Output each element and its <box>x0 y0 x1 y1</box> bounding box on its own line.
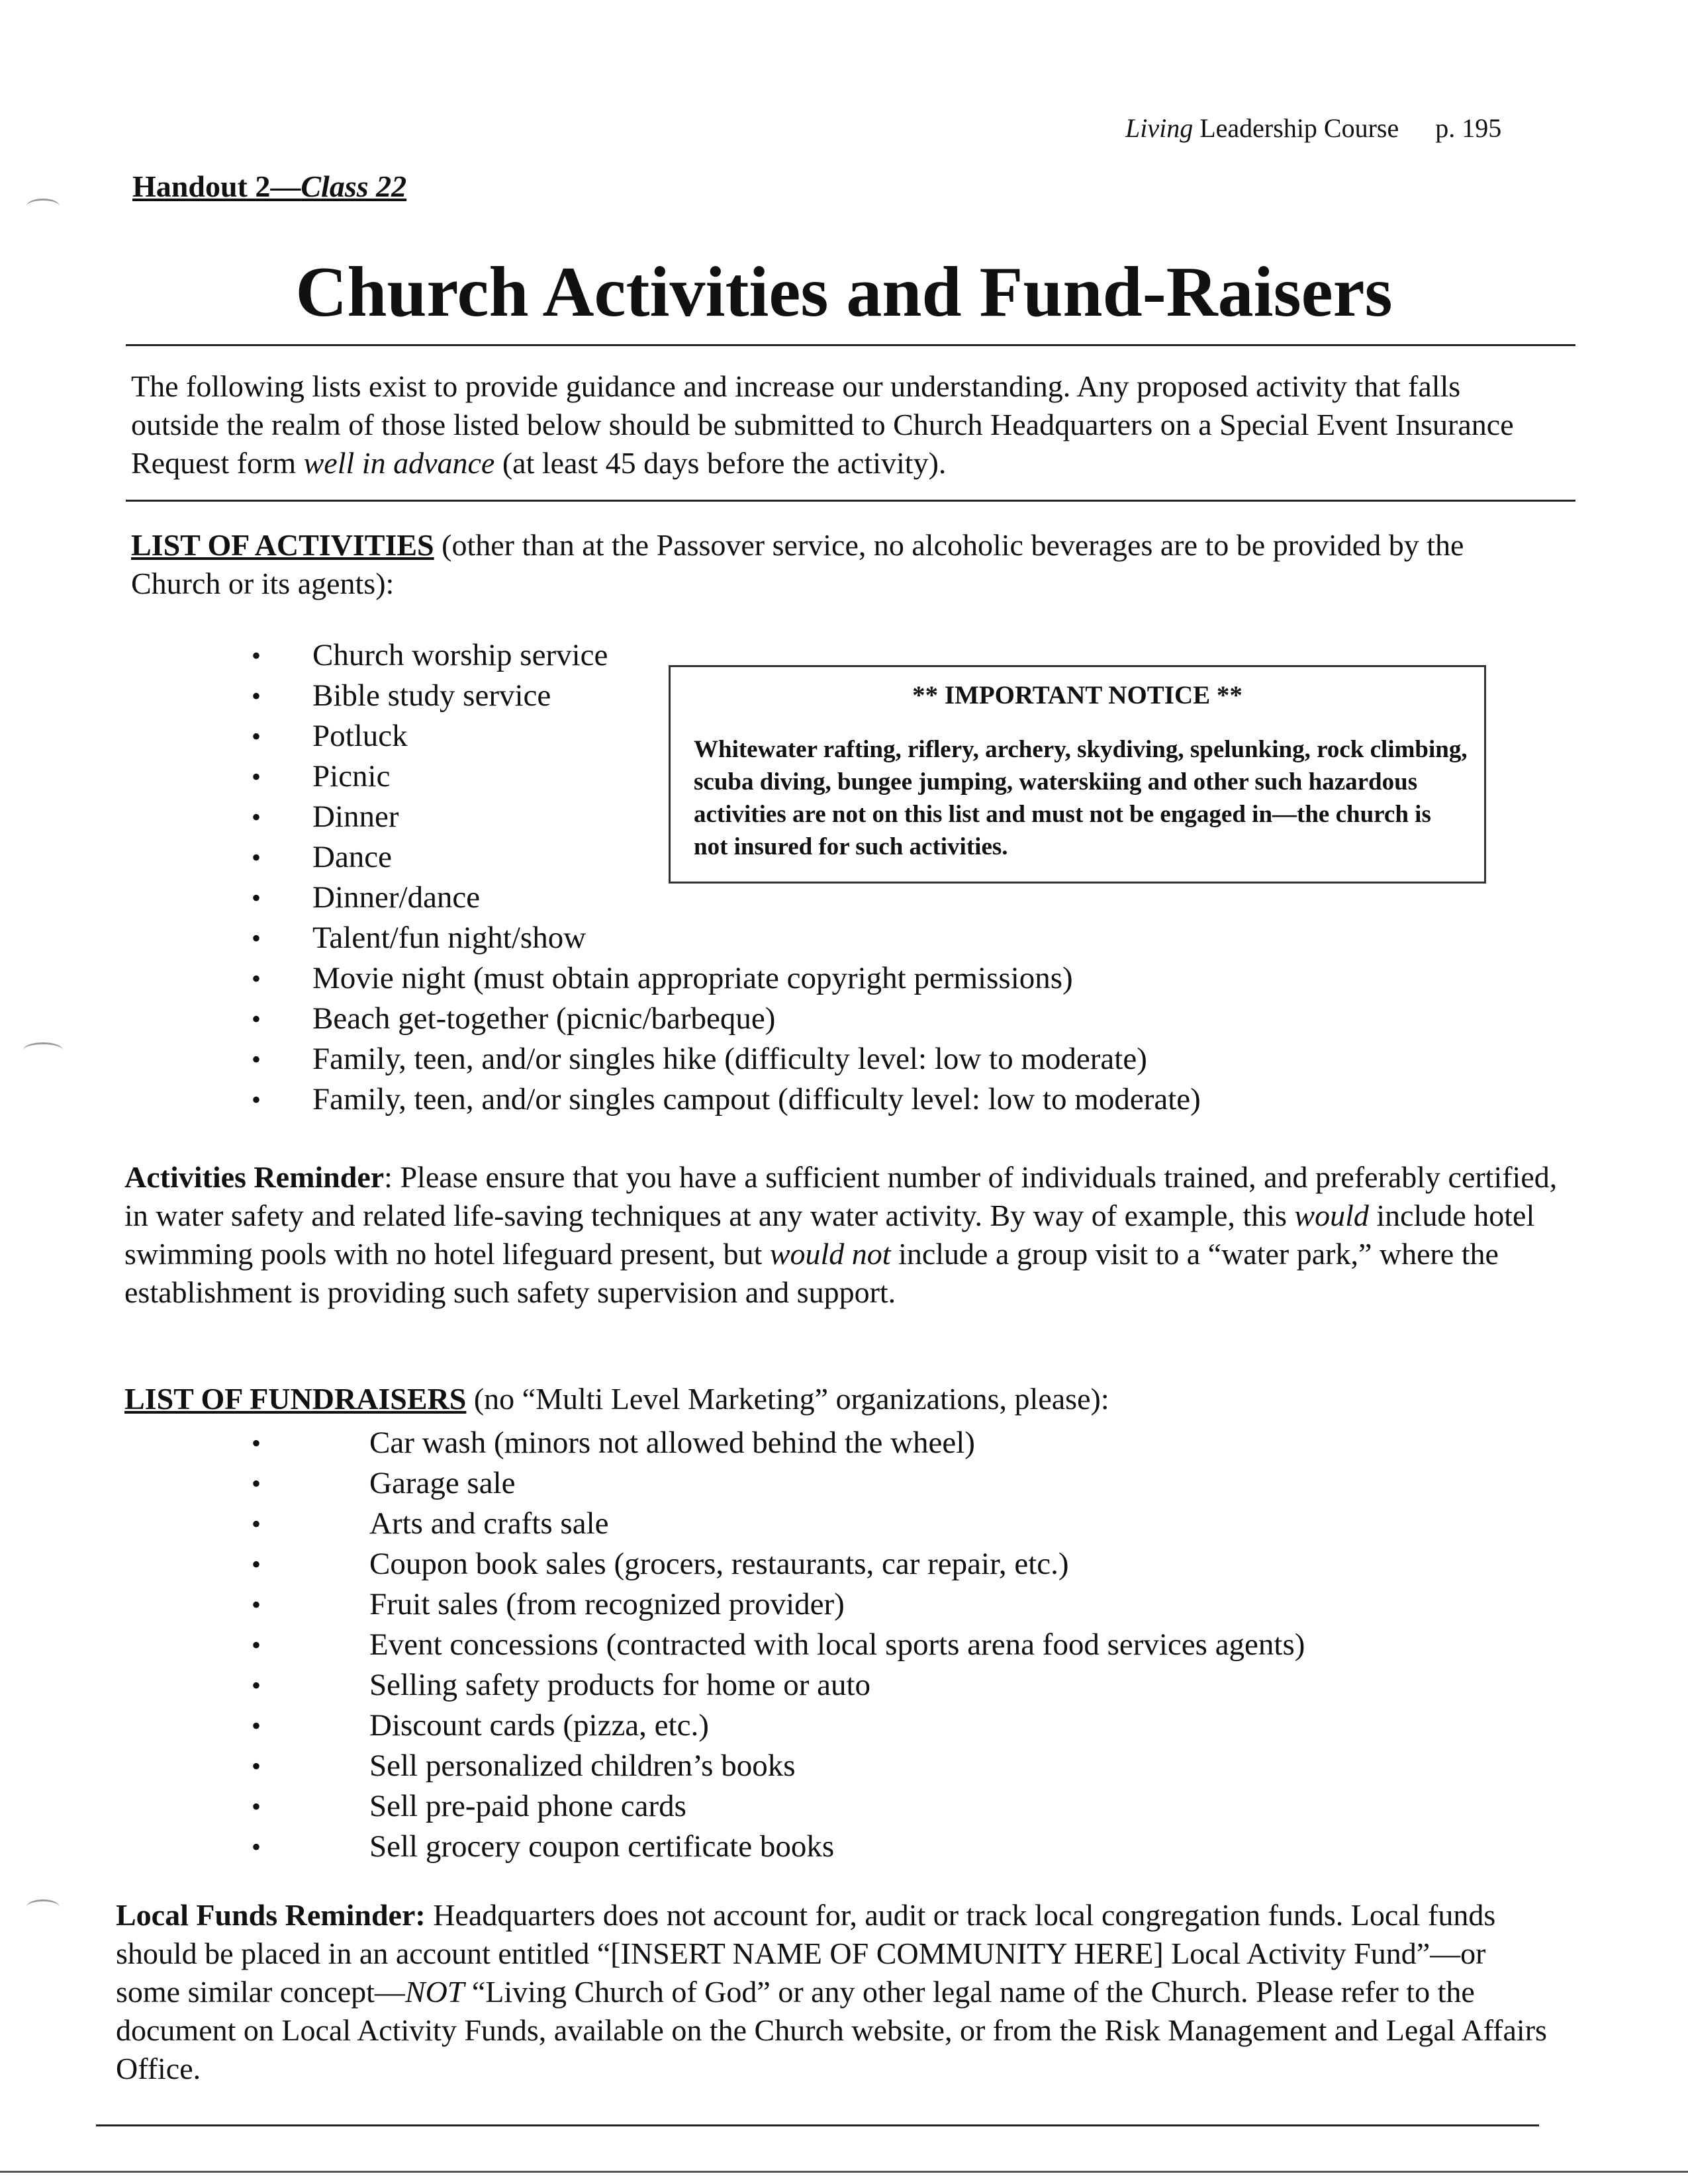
list-item <box>252 918 1201 958</box>
list-item <box>252 1827 1305 1867</box>
list-item-text: Picnic <box>312 759 391 794</box>
activities-note: (other than at the Passover service, no alcoholic beverages are to be provided by the Church or its agents): <box>131 528 1464 600</box>
page-number: p. 195 <box>1435 113 1502 143</box>
list-item-text: Family, teen, and/or singles hike (difficulty level: low to moderate) <box>312 1042 1147 1076</box>
list-item <box>252 1423 1305 1463</box>
list-item <box>252 958 1201 999</box>
course-name: Leadership Course <box>1193 113 1399 143</box>
fundraisers-label: LIST OF FUNDRAISERS <box>124 1382 467 1416</box>
activities-reminder-em: would <box>1294 1199 1369 1232</box>
funds-reminder-lead: Local Funds Reminder: <box>116 1898 426 1932</box>
activities-reminder <box>124 1158 1561 1312</box>
local-funds-reminder <box>116 1896 1552 2088</box>
list-item-text: Event concessions (contracted with local sports arena food services agents) <box>369 1627 1305 1662</box>
intro-text-end: (at least 45 days before the activity). <box>494 446 947 480</box>
bullet: • <box>252 641 261 670</box>
bullet: • <box>252 1549 261 1579</box>
list-item-text: Sell personalized children’s books <box>369 1749 796 1783</box>
margin-mark <box>23 1042 63 1058</box>
bullet: • <box>252 964 261 993</box>
list-item <box>252 1039 1201 1079</box>
list-item <box>252 1463 1305 1504</box>
bullet: • <box>252 1469 261 1498</box>
bullet: • <box>252 1670 261 1700</box>
activities-heading <box>131 526 1554 603</box>
activities-label: LIST OF ACTIVITIES <box>131 528 434 562</box>
activities-reminder-text: : Please ensure that you have a sufficient number of individuals trained, and preferably certified, in water safety and related life-saving techniques at any water activity. By way of example, this <box>124 1160 1558 1232</box>
list-item-text: Church worship service <box>312 638 608 672</box>
bullet: • <box>252 1428 261 1458</box>
bullet: • <box>252 1751 261 1781</box>
funds-reminder-text: Headquarters does not account for, audit or track local congregation funds. Local funds should be placed in an account entitled “[INSERT NAME OF COMMUNITY HERE] Local Activity Fund”—or some similar concept— <box>116 1898 1496 2009</box>
list-item <box>252 1584 1305 1625</box>
list-item-text: Sell grocery coupon certificate books <box>369 1829 835 1864</box>
list-item-text: Dinner/dance <box>312 880 481 915</box>
list-item-text: Car wash (minors not allowed behind the wheel) <box>369 1426 975 1460</box>
bullet: • <box>252 1792 261 1821</box>
list-item <box>252 1504 1305 1544</box>
funds-reminder-em: NOT <box>404 1975 465 2009</box>
fundraisers-heading <box>124 1380 1548 1418</box>
fundraisers-list <box>252 1423 1305 1867</box>
list-item-text: Discount cards (pizza, etc.) <box>369 1708 709 1743</box>
list-item-text: Movie night (must obtain appropriate copyright permissions) <box>312 961 1073 995</box>
bullet: • <box>252 681 261 711</box>
bottom-rule <box>96 2124 1539 2126</box>
margin-mark <box>26 1899 60 1915</box>
bullet: • <box>252 802 261 832</box>
list-item <box>252 1706 1305 1746</box>
bullet: • <box>252 1509 261 1539</box>
bullet: • <box>252 1590 261 1619</box>
list-item-text: Fruit sales (from recognized provider) <box>369 1587 845 1621</box>
bullet: • <box>252 1711 261 1741</box>
list-item-text: Beach get-together (picnic/barbeque) <box>312 1001 776 1036</box>
list-item <box>252 878 1201 918</box>
intro-rule <box>126 500 1575 502</box>
list-item <box>252 1746 1305 1786</box>
intro-text: The following lists exist to provide guidance and increase our understanding. Any proposed activity that falls outside the realm of those listed below should be submitted to Church Headquarters on a Special Event Insurance Request form <box>131 369 1514 480</box>
handout-class: Class 22 <box>301 169 407 203</box>
list-item-text: Dance <box>312 840 393 874</box>
notice-body: Whitewater rafting, riflery, archery, skydiving, spelunking, rock climbing, scuba diving, bungee jumping, waterskiing and other such hazardous activities are not on this list and must not be engaged in—the church is not insured for such activities. <box>694 736 1468 860</box>
handout-prefix: Handout 2— <box>132 169 301 203</box>
list-item-text: Potluck <box>312 719 408 753</box>
activities-reminder-text: include a group visit to a “water park,” where the establishment is providing such safety supervision and support. <box>124 1237 1499 1309</box>
list-item-text: Talent/fun night/show <box>312 921 586 955</box>
margin-mark <box>26 199 60 214</box>
running-header <box>1125 113 1501 144</box>
important-notice-box <box>669 665 1486 884</box>
list-item-text: Arts and crafts sale <box>369 1506 609 1541</box>
bullet: • <box>252 883 261 913</box>
page-edge-rule <box>0 2171 1688 2173</box>
list-item-text: Sell pre-paid phone cards <box>369 1789 686 1823</box>
activities-reminder-text: include hotel swimming pools with no hotel lifeguard present, but <box>124 1199 1535 1271</box>
list-item <box>252 1665 1305 1706</box>
list-item-text: Dinner <box>312 799 399 834</box>
bullet: • <box>252 1004 261 1034</box>
list-item <box>252 1079 1201 1120</box>
list-item <box>252 1625 1305 1665</box>
course-name-italic: Living <box>1125 113 1194 143</box>
list-item-text: Garage sale <box>369 1466 516 1500</box>
list-item-text: Coupon book sales (grocers, restaurants, car repair, etc.) <box>369 1547 1069 1581</box>
fundraisers-note: (no “Multi Level Marketing” organizations, please): <box>466 1382 1109 1416</box>
funds-reminder-text: “Living Church of God” or any other legal name of the Church. Please refer to the document on Local Activity Funds, available on the Church website, or from the Risk Management and Legal Affairs Office. <box>116 1975 1547 2085</box>
bullet: • <box>252 762 261 792</box>
intro-emphasis: well in advance <box>303 446 495 480</box>
handout-label <box>132 169 406 204</box>
list-item <box>252 1544 1305 1584</box>
bullet: • <box>252 1832 261 1862</box>
list-item <box>252 999 1201 1039</box>
bullet: • <box>252 1085 261 1115</box>
bullet: • <box>252 1044 261 1074</box>
intro-paragraph <box>131 367 1554 482</box>
activities-reminder-em: would not <box>769 1237 891 1271</box>
bullet: • <box>252 842 261 872</box>
activities-reminder-lead: Activities Reminder <box>124 1160 385 1194</box>
title-rule <box>126 344 1575 346</box>
bullet: • <box>252 923 261 953</box>
page-title: Church Activities and Fund-Raisers <box>295 253 1393 332</box>
list-item-text: Bible study service <box>312 678 551 713</box>
bullet: • <box>252 1630 261 1660</box>
bullet: • <box>252 721 261 751</box>
list-item-text: Selling safety products for home or auto <box>369 1668 871 1702</box>
list-item-text: Family, teen, and/or singles campout (difficulty level: low to moderate) <box>312 1082 1201 1116</box>
notice-title: ** IMPORTANT NOTICE ** <box>912 681 1243 709</box>
list-item <box>252 1786 1305 1827</box>
